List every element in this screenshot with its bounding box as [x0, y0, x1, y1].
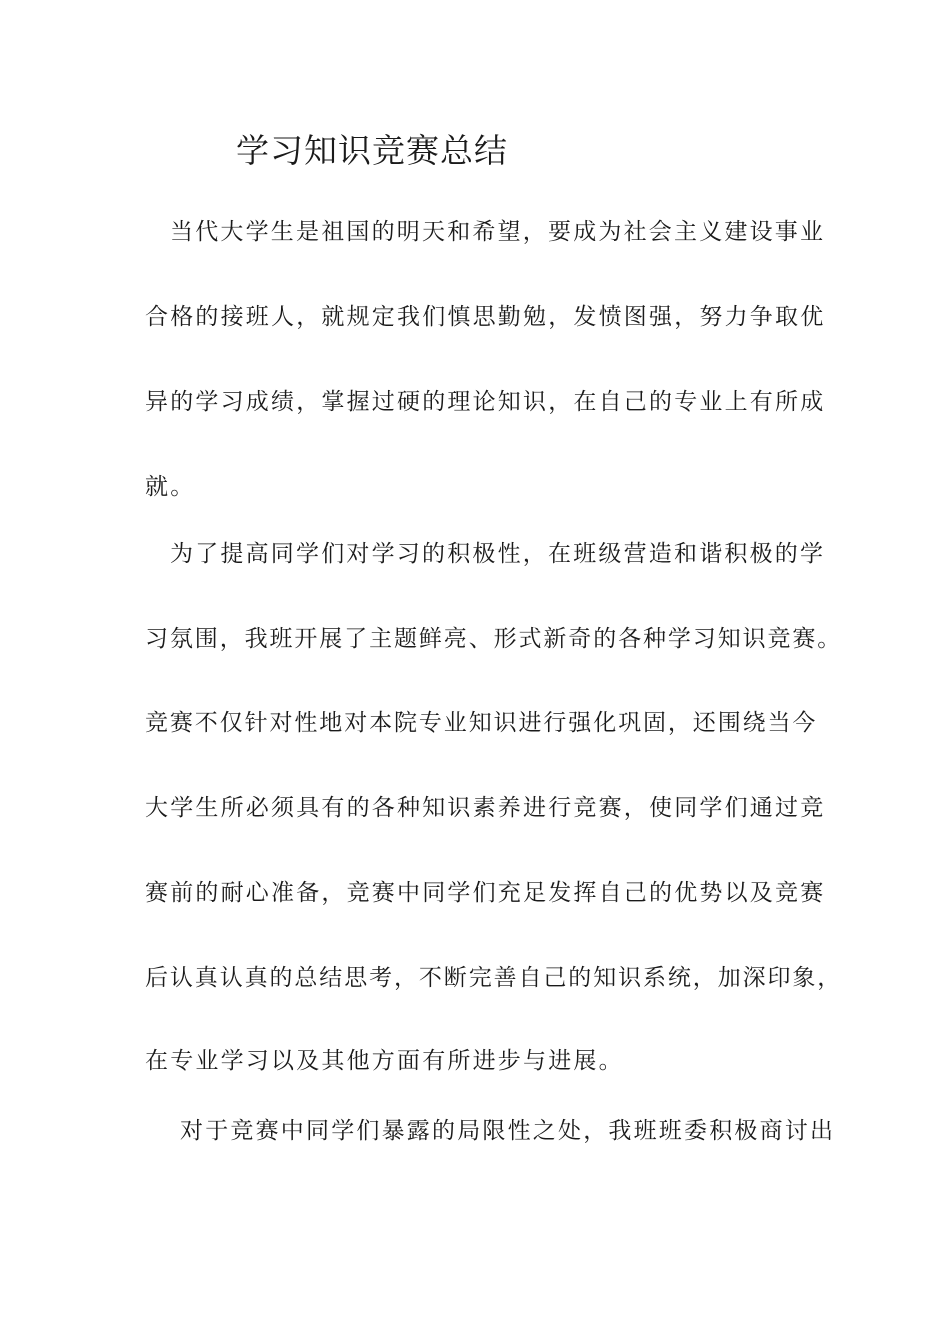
paragraph-2-line-7: 在专业学习以及其他方面有所进步与进展。 [145, 1048, 624, 1074]
paragraph-1-line-3: 异的学习成绩，掌握过硬的理论知识，在自己的专业上有所成 [145, 389, 826, 415]
paragraph-3-line-1: 对于竞赛中同学们暴露的局限性之处，我班班委积极商讨出 [180, 1118, 836, 1144]
paragraph-2-line-4: 大学生所必须具有的各种知识素养进行竞赛，使同学们通过竞 [145, 795, 826, 821]
paragraph-2-line-2: 习氛围，我班开展了主题鲜亮、形式新奇的各种学习知识竞赛。 [145, 626, 843, 652]
paragraph-2-line-5: 赛前的耐心准备，竞赛中同学们充足发挥自己的优势以及竞赛 [145, 880, 826, 906]
paragraph-1-line-4: 就。 [145, 474, 196, 500]
paragraph-2-line-6: 后认真认真的总结思考，不断完善自己的知识系统，加深印象， [145, 965, 843, 991]
paragraph-2-line-3: 竞赛不仅针对性地对本院专业知识进行强化巩固，还围绕当今 [145, 710, 818, 736]
paragraph-2-line-1: 为了提高同学们对学习的积极性，在班级营造和谐积极的学 [170, 541, 826, 567]
document-title: 学习知识竞赛总结 [236, 131, 508, 170]
paragraph-1-line-1: 当代大学生是祖国的明天和希望，要成为社会主义建设事业 [170, 219, 826, 245]
paragraph-1-line-2: 合格的接班人，就规定我们慎思勤勉，发愤图强，努力争取优 [145, 304, 826, 330]
